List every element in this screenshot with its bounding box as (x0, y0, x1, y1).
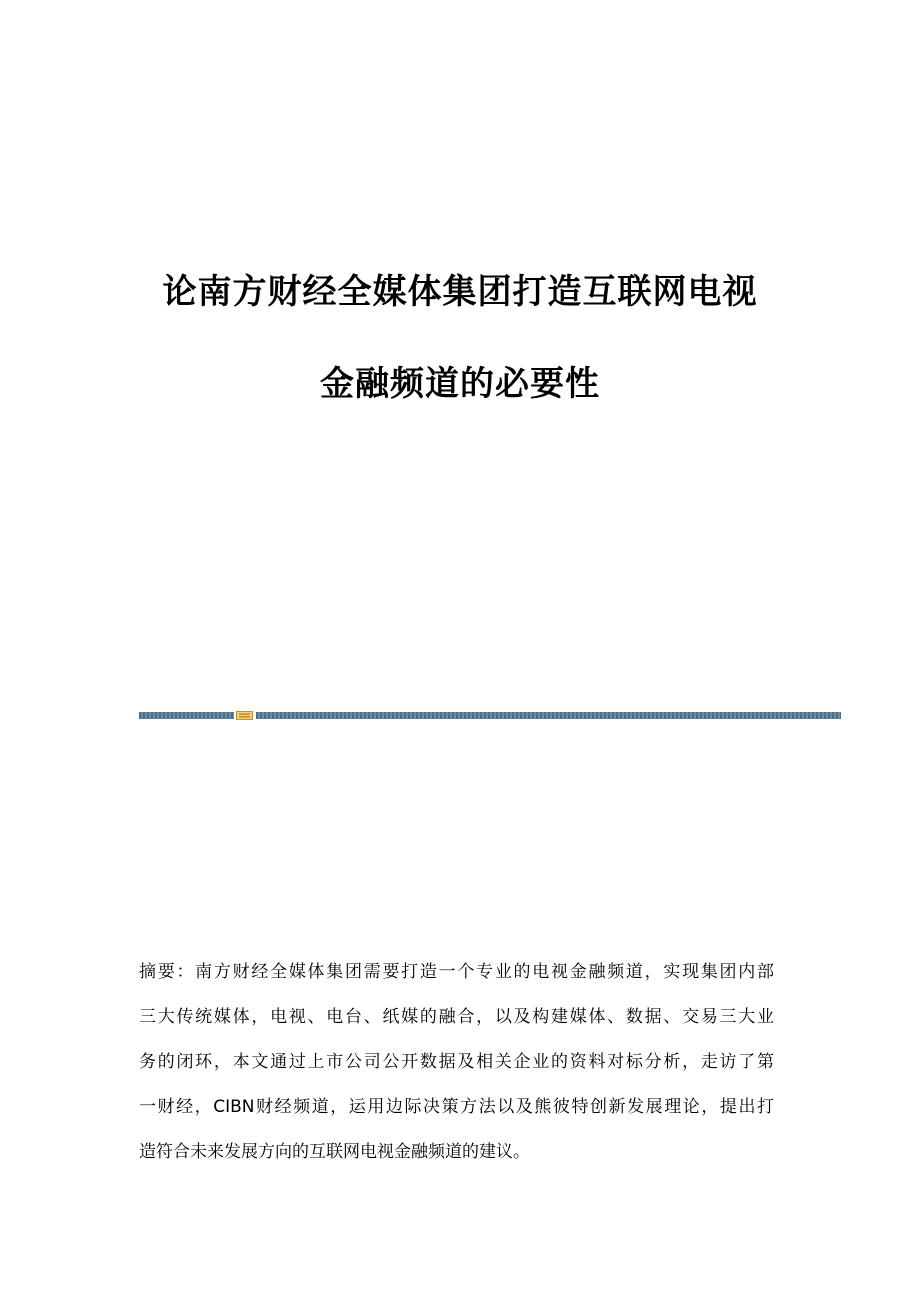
divider-bar-left (139, 712, 234, 719)
section-divider (139, 711, 841, 720)
abstract-line: 务的闭环，本文通过上市公司公开数据及相关企业的资料对标分析，走访了第 (139, 1052, 774, 1072)
abstract-line: 摘要：南方财经全媒体集团需要打造一个专业的电视金融频道，实现集团内部 (139, 962, 774, 982)
divider-ornament-icon (236, 711, 253, 720)
divider-bar-right (256, 712, 841, 719)
abstract-line: 三大传统媒体，电视、电台、纸媒的融合，以及构建媒体、数据、交易三大业 (139, 1007, 774, 1027)
abstract-line: 造符合未来发展方向的互联网电视金融频道的建议。 (139, 1142, 530, 1162)
abstract-line: 一财经，CIBN财经频道，运用边际决策方法以及熊彼特创新发展理论，提出打 (139, 1097, 774, 1117)
abstract-paragraph (139, 950, 774, 1175)
document-title-line-1: 论南方财经全媒体集团打造互联网电视 (162, 272, 758, 312)
document-title-line-2: 金融频道的必要性 (320, 364, 600, 404)
